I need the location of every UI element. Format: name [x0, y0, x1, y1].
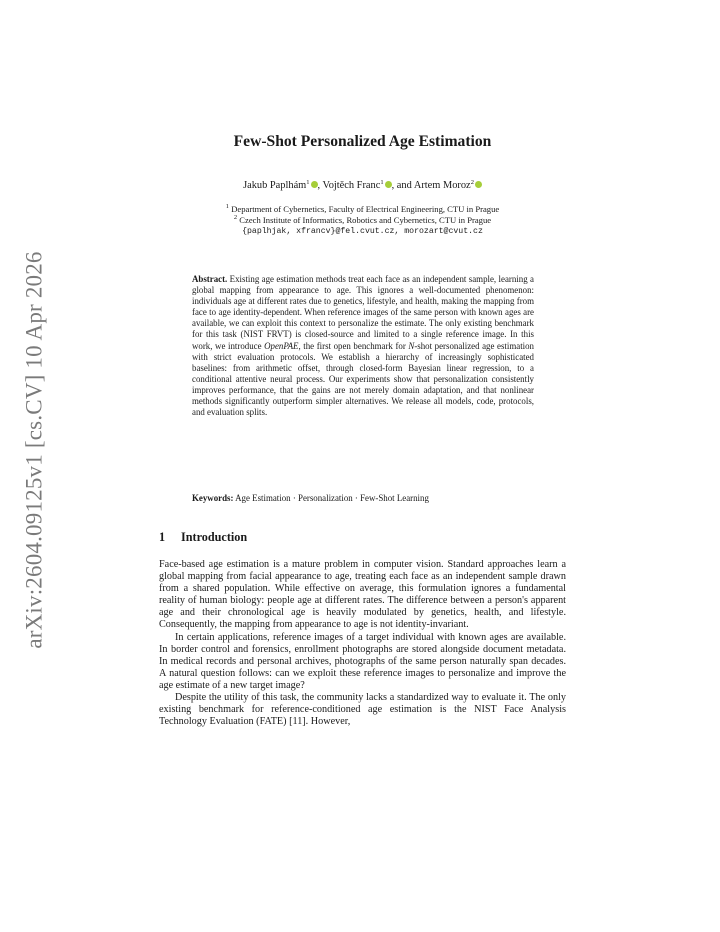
author-list: Jakub Paplhám$^1$ , Vojtěch Franc$^1$ , and Artem Moroz$^2$ [159, 180, 566, 191]
affiliation-line: $^1$ Department of Cybernetics, Faculty of Electrical Engineering, CTU in Prague [225, 203, 500, 214]
author-name: Artem Moroz [413, 180, 471, 191]
author-name: Jakub Paplhám [243, 180, 307, 191]
introduction-body [159, 559, 566, 728]
paper-title: Few-Shot Personalized Age Estimation [233, 133, 492, 150]
section-heading-introduction [159, 530, 247, 545]
affiliations [159, 204, 566, 237]
paragraph: Despite the utility of this task, the community lacks a standardized way to evaluate it. The only existing benchmark for reference-conditioned age estimation is the NIST Face Analysis Technology Evaluation (FATE) [11]. However, [159, 692, 566, 728]
author-emails[interactable]: {paplhjak, xfrancv}@fel.cvut.cz, morozart@cvut.cz [242, 227, 483, 236]
arxiv-identifier-stamp [18, 251, 52, 649]
arxiv-stamp-text: arXiv:2604.09125v1 [cs.CV] 10 Apr 2026 [22, 251, 48, 649]
section-title: Introduction [181, 530, 248, 544]
orcid-icon[interactable] [385, 181, 392, 188]
abstract-label: Abstract. [192, 274, 228, 284]
keywords-label: Keywords: [192, 493, 234, 503]
orcid-icon[interactable] [311, 181, 318, 188]
paragraph: Face-based age estimation is a mature problem in computer vision. Standard approaches learn a global mapping from facial appearance to age, treating each face as an independent sample drawn from a shared population. While effective on average, this formulation ignores a fundamental reality of human biology: people age at different rates. The difference between a person's apparent age and their chronological age is heavily modulated by genetics, health, and lifestyle. Consequently, the mapping from appearance to age is not identity-invariant. [159, 559, 566, 631]
affiliation-line: $^2$ Czech Institute of Informatics, Robotics and Cybernetics, CTU in Prague [233, 214, 492, 225]
abstract: Abstract. Existing age estimation methods treat each face as an independent sample, learning a global mapping from appearance to age. This ignores a well-documented phenomenon: individuals age at different rates due to genetics, lifestyle, and health, making the mapping from face to age identity-dependent. When reference images of the same person with known ages are available, we can exploit this context to personalize the estimate. The only existing benchmark for this task (NIST FRVT) is closed-source and limited to a single reference image. In this work, we introduce OpenPAE, the first open benchmark for N-shot personalized age estimation with strict evaluation protocols. We establish a hierarchy of increasingly sophisticated baselines: from arithmetic offset, through closed-form Bayesian linear regression, to a conditional attentive neural process. Our experiments show that personalization consistently improves performance, that the gains are not merely domain adaptation, and that nonlinear methods significantly outperform simpler alternatives. We release all models, code, protocols, and evaluation splits. [192, 274, 534, 418]
keywords: Keywords: Age Estimation · Personalization · Few-Shot Learning [192, 493, 429, 503]
paragraph: In certain applications, reference images of a target individual with known ages are available. In border control and forensics, enrollment photographs are stored alongside document metadata. In medical records and personal archives, photographs of the same person naturally span decades. A natural question follows: can we exploit these reference images to personalize and improve the age estimate of a new target image? [159, 631, 566, 691]
author-name: Vojtěch Franc [322, 180, 381, 191]
section-number: 1 [159, 530, 166, 544]
orcid-icon[interactable] [475, 181, 482, 188]
